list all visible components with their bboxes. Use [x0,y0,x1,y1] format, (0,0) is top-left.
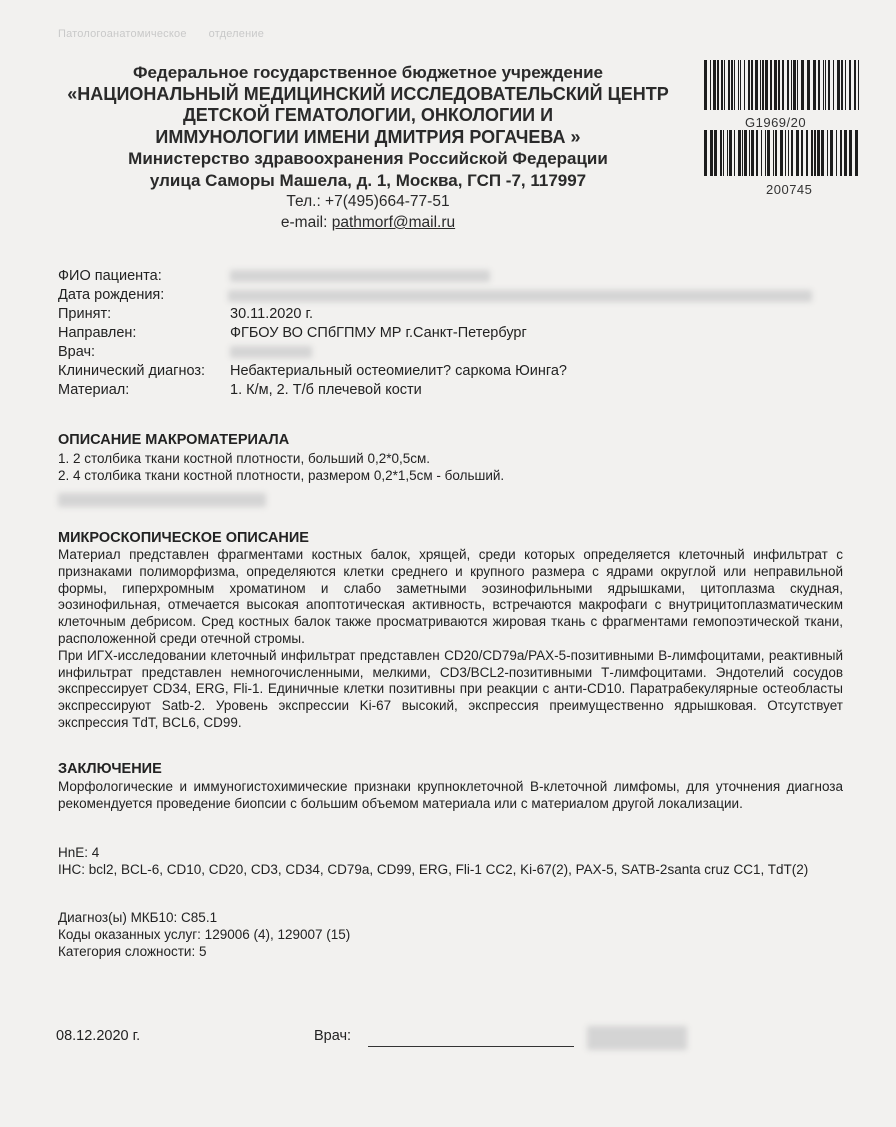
row-fio: ФИО пациента: [58,267,812,286]
barcode-bar [717,60,719,110]
barcode-bar [742,130,743,176]
barcode-bar [731,60,733,110]
barcode-bar [830,130,833,176]
barcode-bar [827,130,828,176]
barcode-bar [710,130,713,176]
barcode-bar [791,130,793,176]
barcode-bar [704,130,707,176]
barcode-bar [749,130,750,176]
barcode-bar [844,130,847,176]
header-line: «НАЦИОНАЛЬНЫЙ МЕДИЦИНСКИЙ ИССЛЕДОВАТЕЛЬСКИЙ ЦЕНТР [67,83,669,104]
email-line: e-mail: pathmorf@mail.ru [280,214,456,231]
redacted-doctor [230,346,312,358]
barcode-bar [788,130,789,176]
barcode-bar [729,130,732,176]
barcode-bar [849,60,851,110]
barcode-bar [762,60,764,110]
row-received: Принят: 30.11.2020 г. [58,306,314,322]
barcode-bar [775,130,777,176]
barcode-bar [845,60,846,110]
department-stamp: Патологоанатомическое отделение [58,28,265,40]
barcode-bar [806,130,808,176]
barcode-bar [793,60,796,110]
redacted-dob [228,290,812,302]
barcode-bar [765,130,766,176]
barcode-bar [713,60,716,110]
barcode-bar [755,60,758,110]
institution-header [50,62,686,233]
barcode-bar [796,130,799,176]
barcode-bar [791,60,792,110]
redacted-name [230,270,490,282]
row-diagnosis: Клинический диагноз: Небактериальный остеомиелит? саркома Юинга? [58,363,567,379]
barcode-bar [734,130,735,176]
barcode-bar [721,60,723,110]
barcode-bar [724,60,725,110]
barcode-bar [744,60,745,110]
barcode-bar [801,130,803,176]
signature-line [368,1046,574,1047]
barcode-bar [744,130,747,176]
header-line: Федеральное государственное бюджетное учреждение [132,63,604,82]
redacted-line [58,493,266,507]
row-dob: Дата рождения: [58,286,812,305]
barcode-bar [780,130,783,176]
email-link[interactable]: pathmorf@mail.ru [331,214,456,231]
barcode-bar [828,60,830,110]
barcode-bar [714,130,717,176]
redacted-signature [587,1026,687,1050]
category-line: Категория сложности: 5 [58,944,207,959]
barcode-bar [811,130,813,176]
header-line: ДЕТСКОЙ ГЕМАТОЛОГИИ, ОНКОЛОГИИ И [182,105,554,125]
macro-text: 1. 2 столбика ткани костной плотности, больший 0,2*0,5см. 2. 4 столбика ткани костной плотности, размером 0,2*1,5см - больший. [58,451,505,483]
barcode-bar [761,130,762,176]
barcode-bar [797,60,798,110]
barcode-bar [751,60,753,110]
barcode-bar [821,130,824,176]
codes-block [58,909,848,960]
conclusion-text: Морфологические и иммуногистохимические признаки крупноклеточной В-клеточной лимфомы, для уточнения диагноза рекомендуется проведение биопсии с большим объемом материала или с материалом другой локализации. [58,779,843,811]
barcode-bar [840,130,842,176]
micro-title: МИКРОСКОПИЧЕСКОЕ ОПИСАНИЕ [58,530,309,546]
barcode-bar [855,130,858,176]
header-line: ИММУНОЛОГИИ ИМЕНИ ДМИТРИЯ РОГАЧЕВА » [155,126,581,147]
barcode-1-code: G1969/20 [745,115,807,130]
macro-title: ОПИСАНИЕ МАКРОМАТЕРИАЛА [58,432,290,448]
barcode-bar [727,130,728,176]
barcode-bar [858,60,859,110]
barcode-bar [817,130,820,176]
barcode-bar [760,60,761,110]
barcode-bar [704,60,707,110]
barcode-bar [854,60,856,110]
doctor-sign-label: Врач: [314,1028,352,1044]
phone-line: Тел.: +7(495)664-77-51 [286,193,450,210]
header-line: улица Саморы Машела, д. 1, Москва, ГСП -7, 117997 [149,170,587,190]
barcode-bar [825,60,826,110]
barcode-bar [740,60,741,110]
barcode-bar [849,130,852,176]
row-doctor: Врач: [58,343,812,362]
barcode-1 [704,60,859,110]
barcode-bar [720,130,722,176]
barcode-bar [738,60,739,110]
barcode-bar [751,130,754,176]
micro-text: Материал представлен фрагментами костных балок, хрящей, среди которых определяется клеточный инфильтрат с признаками полиморфизма, определяются клетки среднего и крупного размера с ядрами округлой или неправильной формы, гиперхромным хроматином и слабо заметными эозинофильными ядрышками, цитоплазма скудная, эозинофильная, отмечается высокая апоптотическая активность, встречаются макрофаги с внутрицитоплазматическим клеточным дебрисом. Сред костных балок также просматриваются жировая ткань с фрагментами гемопоэтической ткани, расположенной среди отечной стромы. При ИГХ-исследовании клеточный инфильтрат представлен CD20/CD79a/PAX-5-позитивными В-лимфоцитами, реактивный инфильтрат представлен немногочисленными, мелкими, CD3/BCL2-позитивными Т-лимфоцитами. Эндотелий сосудов экспрессирует CD34, ERG, Fli-1. Единичные клетки позитивны при реакции с анти-CD10. Паратрабекулярные остеобласты экспрессируют Satb-2. Уровень экспрессии Ki-67 высокий, экспрессия преимущественно ядрышковая. Отсутствует экспрессия TdT, BCL6, CD99. [58,547,843,730]
barcode-bar [813,60,816,110]
barcode-bar [833,60,834,110]
barcode-bar [801,60,804,110]
barcode-bar [723,130,724,176]
row-material: Материал: 1. К/м, 2. Т/б плечевой кости [58,382,422,398]
barcode-bar [787,60,789,110]
row-referred: Направлен: ФГБОУ ВО СПбГПМУ МР г.Санкт-Петербург [58,325,527,341]
barcode-bar [710,60,711,110]
ihc-line: IHC: bcl2, BCL-6, CD10, CD20, CD3, CD34, CD79a, CD99, ERG, Fli-1 CC2, Ki-67(2), PAX-5, SATB-2santa cruz CC1, TdT(2) [58,862,809,877]
barcode-bar [823,60,824,110]
barcode-bar [837,60,840,110]
barcode-bar [785,130,786,176]
barcode-bar [734,60,735,110]
barcode-2-code: 200745 [766,182,813,197]
barcode-bar [782,60,784,110]
barcode-bar [767,130,770,176]
barcode-bar [765,60,768,110]
barcode-bar [770,60,772,110]
barcode-bar [773,130,774,176]
barcode-bar [841,60,843,110]
hne-line: HnE: 4 [58,845,100,860]
barcode-bar [836,130,837,176]
barcode-bar [738,130,741,176]
mkb-line: Диагноз(ы) МКБ10: C85.1 [58,910,218,925]
services-line: Коды оказанных услуг: 129006 (4), 129007 (15) [58,927,351,942]
barcode-2 [704,130,859,176]
conclusion-title: ЗАКЛЮЧЕНИЕ [58,761,162,777]
report-date: 08.12.2020 г. [56,1028,141,1044]
barcode-bar [818,60,820,110]
barcode-bar [778,60,780,110]
barcode-bar [756,130,758,176]
stains-block [58,844,848,878]
barcode-bar [774,60,777,110]
barcode-bar [728,60,730,110]
barcode-bar [814,130,816,176]
barcode-bar [748,60,750,110]
header-line: Министерство здравоохранения Российской Федерации [128,149,608,168]
patient-info [58,267,812,400]
barcode-bar [807,60,810,110]
